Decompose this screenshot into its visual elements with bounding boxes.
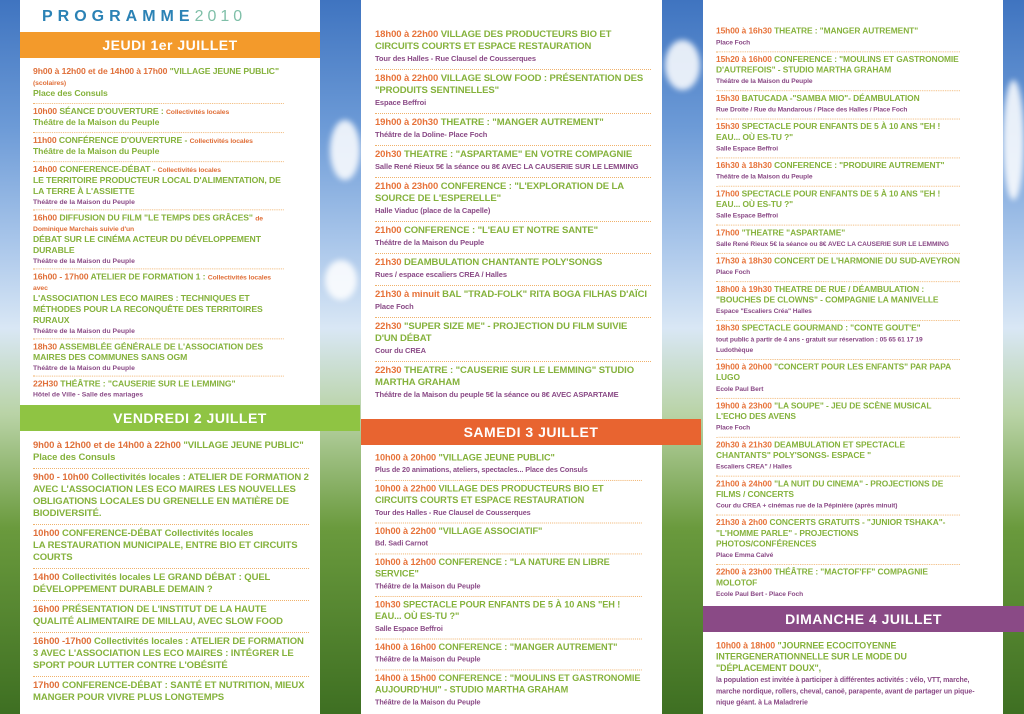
event-item: [716, 515, 960, 565]
event-title: SPECTACLE POUR ENFANTS DE 5 À 10 ANS "EH ! EAU... OÙ ES-TU ?": [716, 189, 941, 210]
event-item: [33, 437, 309, 469]
event-time: 21h00 à 23h00: [375, 181, 439, 192]
event-location: Théâtre de la Maison du Peuple: [33, 256, 135, 265]
event-line: [33, 213, 284, 235]
event-line: [716, 440, 960, 472]
event-location: Escaliers CREA" / Halles: [716, 462, 792, 471]
event-location: Théâtre de la Maison du Peuple: [375, 238, 485, 247]
event-title: "VILLAGE JEUNE PUBLIC": [169, 66, 279, 77]
event-title: Collectivités locales: [61, 572, 151, 583]
event-note: Collectivités locales: [189, 136, 253, 145]
programme-label: PROGRAMME: [42, 8, 195, 25]
event-title: VILLAGE SLOW FOOD : PRÉSENTATION DES "PRODUITS SENTINELLES": [375, 73, 644, 96]
event-line: [375, 453, 642, 476]
event-location: Salle René Rieux 5€ la séance ou 8€ AVEC LA CAUSERIE SUR LE LEMMING: [716, 239, 949, 248]
event-line: [716, 401, 960, 433]
event-time: 14h00 à 16h00: [375, 642, 437, 654]
event-line: [33, 604, 309, 628]
event-line: [375, 557, 642, 592]
event-time: 10h00 à 20h00: [375, 452, 437, 464]
event-time: 18h00 à 19h30: [716, 284, 772, 295]
event-location: Théâtre de la Maison du Peuple: [375, 654, 481, 664]
event-item: [716, 119, 960, 158]
event-location: Salle Espace Beffroi: [716, 144, 778, 153]
event-item: [375, 450, 642, 481]
event-title: ATELIER DE FORMATION 1 :: [90, 272, 206, 283]
event-location: la population est invitée à participer à différentes activités : vélo, VTT, marche, marche nordique, rollers, cheval, canoë, parapente, avant de partager un pique-nique géant. à La Maladrerie: [716, 675, 975, 707]
event-title: THEATRE : "MANGER AUTREMENT": [774, 26, 919, 37]
event-line: [33, 342, 284, 364]
event-item: [33, 269, 284, 339]
event-location: Place Emma Calvé: [716, 550, 774, 559]
event-item: [375, 639, 642, 670]
event-time: 17h30 à 18h30: [716, 256, 772, 267]
event-title: Collectivités locales :: [91, 472, 186, 483]
event-time: 16h00: [33, 213, 58, 224]
event-item: [375, 146, 651, 178]
event-detail: Théâtre de la Maison du Peuple: [33, 117, 160, 128]
event-title: THEATRE : "ASPARTAME" EN VOTRE COMPAGNIE: [403, 149, 633, 160]
event-item: [716, 399, 960, 438]
event-title: "SUPER SIZE ME" - PROJECTION DU FILM SUIVIE D'UN DÉBAT: [375, 321, 628, 344]
event-item: [375, 362, 651, 405]
programme-year: 2010: [194, 8, 247, 25]
event-title: DEAMBULATION CHANTANTE POLY'SONGS: [403, 257, 603, 268]
event-item: [33, 677, 309, 708]
event-title: CONCERTS GRATUITS - "JUNIOR TSHAKA"-"L'HOMME PARLE" - PROJECTIONS PHOTOS/CONFÉRENCES: [716, 518, 946, 550]
event-time: 21h30 à 2h00: [716, 518, 768, 528]
event-location: Théâtre de la Maison du Peuple: [375, 581, 481, 591]
event-line: [375, 117, 651, 141]
event-line: [716, 479, 960, 511]
event-time: 16h00 -17h00: [33, 636, 92, 647]
event-title: PRÉSENTATION DE L'INSTITUT DE LA HAUTE QUALITÉ ALIMENTAIRE DE MILLAU, AVEC SLOW FOOD: [33, 604, 283, 627]
event-line: [375, 225, 651, 249]
friday-events-left: [33, 437, 309, 708]
event-time: 18h30: [716, 323, 740, 334]
event-line: [716, 285, 960, 317]
event-item: [375, 554, 642, 597]
thursday-events: [33, 64, 284, 402]
event-title: CONCERT DE L'HARMONIE DU SUD-AVEYRON: [774, 256, 960, 267]
event-location: Cour du CREA: [375, 346, 426, 355]
event-time: 22h30: [375, 365, 402, 376]
event-title: SÉANCE D'OUVERTURE :: [59, 106, 164, 117]
event-time: 16h00: [33, 604, 60, 615]
event-item: [375, 318, 651, 362]
event-title: THÉÂTRE : "MACTOF'FF" COMPAGNIE MOLOTOF: [716, 567, 928, 588]
event-item: [375, 114, 651, 146]
event-time: 10h00 à 18h00: [716, 640, 776, 652]
event-location: Hôtel de Ville - Salle des mariages: [33, 390, 144, 399]
event-line: [716, 641, 975, 708]
event-line: [716, 324, 960, 356]
event-title: ASSEMBLÉE GÉNÉRALE DE L'ASSOCIATION DES MAIRES DES COMMUNES SANS OGM: [33, 342, 264, 363]
event-line: [33, 440, 309, 452]
event-line: [375, 526, 642, 549]
event-item: [375, 286, 651, 318]
event-line: [375, 149, 651, 173]
event-item: [716, 360, 960, 399]
event-location: Salle Espace Beffroi: [716, 211, 778, 220]
event-item: [716, 158, 960, 186]
event-item: [33, 339, 284, 376]
event-time: 15h00 à 16h30: [716, 26, 772, 37]
event-line: [33, 67, 284, 89]
event-line: [716, 228, 960, 249]
event-line: [375, 365, 651, 401]
event-time: 19h00 à 20h30: [375, 117, 439, 128]
event-time: 14h00 à 15h00: [375, 673, 437, 684]
event-location: Théâtre de la Maison du Peuple: [716, 77, 813, 85]
event-location: tout public à partir de 4 ans - gratuit sur réservation : 05 65 61 17 19 Ludothèque: [716, 335, 923, 354]
event-title: CONFERENCE : "PRODUIRE AUTREMENT": [774, 161, 945, 171]
day-header-saturday: SAMEDI 3 JUILLET: [361, 419, 701, 445]
event-time: 18h30: [33, 342, 58, 353]
event-time: 15h20 à 16h00: [716, 54, 772, 65]
event-note: de Dominique Marchais suivie d'un: [33, 213, 264, 233]
event-line: [33, 165, 284, 176]
event-line: [716, 161, 960, 182]
event-location: Tour des Halles - Rue Clausel de Cousserques: [375, 508, 531, 517]
event-item: [33, 601, 309, 633]
event-title: Collectivités locales :: [94, 636, 189, 647]
event-item: [716, 187, 960, 226]
event-title: VILLAGE DES PRODUCTEURS BIO ET CIRCUITS COURTS ET ESPACE RESTAURATION: [375, 483, 604, 507]
event-line: [33, 680, 309, 704]
event-time: 16h30 à 18h30: [716, 161, 772, 171]
event-title: CONFERENCE : "LA NATURE EN LIBRE SERVICE": [375, 557, 610, 580]
event-title: CONFERENCE-DÉBAT : SANTÉ ET NUTRITION, MIEUX MANGER POUR VIVRE PLUS LONGTEMPS: [33, 680, 305, 703]
event-line: [33, 636, 309, 672]
event-time: 21h00: [375, 225, 402, 236]
event-title: CONFERENCE : "MOULINS ET GASTRONOMIE D'AUTREFOIS" - STUDIO MARTHA GRAHAM: [716, 54, 959, 76]
event-time: 21h30: [375, 257, 402, 268]
event-time: 14h00: [33, 572, 60, 583]
event-item: [375, 254, 651, 286]
event-line: [375, 73, 651, 109]
event-line: [716, 94, 960, 115]
event-title: SPECTACLE POUR ENFANTS DE 5 À 10 ANS "EH ! EAU... OÙ ES-TU ?": [716, 122, 941, 143]
event-title: "LA NUIT DU CINEMA" - PROJECTIONS DE FILMS / CONCERTS: [716, 479, 944, 500]
event-item: [375, 26, 651, 70]
saturday-events-left: [375, 450, 642, 712]
event-line: [33, 107, 284, 118]
event-time: 14h00: [33, 164, 58, 175]
event-time: 20h30 à 21h30: [716, 440, 772, 451]
event-note: LE GRAND DÉBAT : QUEL DÉVELOPPEMENT DURABLE DEMAIN ?: [33, 572, 271, 595]
day-header-thursday: JEUDI 1er JUILLET: [20, 32, 320, 58]
event-location: Salle René Rieux 5€ la séance ou 8€ AVEC LA CAUSERIE SUR LE LEMMING: [375, 162, 639, 171]
event-time: 22H30: [33, 379, 58, 390]
event-item: [375, 222, 651, 254]
event-title: BATUCADA -"SAMBA MIO"- DÉAMBULATION: [741, 93, 920, 104]
event-note: (scolaires): [33, 78, 67, 87]
event-time: 15h30: [716, 122, 740, 132]
event-time: 19h00 à 23h00: [716, 401, 772, 412]
event-line: [33, 379, 284, 390]
event-line: [375, 642, 642, 665]
event-item: [375, 523, 642, 554]
event-location: Théâtre de la Doline- Place Foch: [375, 130, 488, 139]
event-item: [716, 638, 975, 712]
event-item: [33, 133, 284, 162]
event-line: [33, 528, 309, 540]
friday-events-right: [375, 26, 651, 405]
event-item: [716, 52, 960, 91]
event-location: Rues / espace escaliers CREA / Halles: [375, 270, 507, 279]
event-line: [33, 472, 309, 520]
event-title: "THEATRE "ASPARTAME": [741, 228, 846, 238]
event-note: Collectivités locales avec: [33, 272, 271, 293]
event-line: [375, 673, 642, 708]
event-item: [716, 565, 960, 603]
event-detail: LE TERRITOIRE PRODUCTEUR LOCAL D'ALIMENTATION, DE LA TERRE À L'ASSIETTE: [33, 175, 281, 197]
event-item: [33, 469, 309, 525]
event-title: THEATRE DE RUE / DÉAMBULATION : "BOUCHES DE CLOWNS" - COMPAGNIE LA MANIVELLE: [716, 284, 939, 306]
event-line: [375, 321, 651, 357]
event-item: [375, 481, 642, 524]
event-time: 9h00 à 12h00 et de 14h00 à 17h00: [33, 66, 168, 77]
event-item: [716, 282, 960, 321]
event-location: Théâtre de la Maison du Peuple: [33, 363, 135, 373]
event-location: Théâtre de la Maison du peuple 5€ la séance ou 8€ AVEC ASPARTAME: [375, 390, 619, 399]
event-location: Plus de 20 animations, ateliers, spectacles... Place des Consuls: [375, 465, 588, 475]
event-line: [375, 484, 642, 519]
event-title: SPECTACLE GOURMAND : "CONTE GOUT'E": [741, 323, 921, 334]
event-location: Rue Droite / Rue du Mandarous / Place des Halles / Place Foch: [716, 105, 908, 114]
event-title: CONFERENCE : "L'EAU ET NOTRE SANTE": [403, 225, 599, 236]
event-note: Collectivités locales: [164, 528, 254, 539]
event-detail: LA RESTAURATION MUNICIPALE, ENTRE BIO ET CIRCUITS COURTS: [33, 540, 298, 563]
event-item: [33, 377, 284, 402]
event-time: 11h00: [33, 135, 57, 146]
programme-title: [20, 0, 320, 32]
event-title: DIFFUSION DU FILM "LE TEMPS DES GRÂCES": [59, 213, 253, 224]
event-location: Bd. Sadi Carnot: [375, 538, 428, 548]
event-location: Place Foch: [716, 38, 751, 47]
event-line: [716, 256, 960, 277]
event-detail: DÉBAT SUR LE CINÉMA ACTEUR DU DÉVELOPPEMENT DURABLE: [33, 234, 261, 256]
event-title: "VILLAGE JEUNE PUBLIC": [438, 452, 555, 464]
event-title: CONFÉRENCE D'OUVERTURE -: [58, 135, 188, 146]
event-location: Cour du CREA + cinémas rue de la Pépinière (après minuit): [716, 501, 898, 510]
event-title: "VILLAGE JEUNE PUBLIC": [183, 440, 304, 451]
event-item: [716, 254, 960, 282]
event-time: 10h00 à 22h00: [375, 526, 437, 538]
event-title: "CONCERT POUR LES ENFANTS" PAR PAPA LUGO: [716, 362, 951, 383]
event-item: [716, 24, 960, 52]
event-line: [33, 572, 309, 596]
event-item: [716, 477, 960, 516]
event-time: 9h00 à 12h00 et de 14h00 à 22h00: [33, 440, 181, 451]
event-location: Tour des Halles - Rue Clausel de Cousserques: [375, 54, 536, 63]
event-location: Ecole Paul Bert: [716, 384, 764, 393]
event-line: [716, 363, 960, 395]
event-item: [716, 438, 960, 477]
event-location: Théâtre de la Maison du Peuple: [375, 697, 481, 707]
event-line: [375, 181, 651, 217]
event-item: [33, 633, 309, 677]
event-time: 22h00 à 23h00: [716, 567, 772, 578]
event-title: "JOURNEE ECOCITOYENNE INTERGENERATIONNELLE SUR LE MODE DU "DÉPLACEMENT DOUX",: [716, 640, 907, 674]
event-item: [33, 162, 284, 210]
event-time: 15h30: [716, 93, 740, 104]
event-line: [375, 257, 651, 281]
event-line: [33, 136, 284, 147]
event-note: ATELIER DE FORMATION 2 AVEC L'ASSOCIATION LES ECO MAIRES LES NOUVELLES OBLIGATIONS LOCALES DU GRENELLE EN MATIÈRE DE BIODIVERSITÉ.: [33, 472, 309, 519]
event-item: [33, 104, 284, 133]
event-line: [716, 568, 960, 600]
event-time: 10h00 à 22h00: [375, 483, 437, 495]
event-title: CONFERENCE-DÉBAT -: [59, 164, 156, 175]
event-line: [33, 272, 284, 294]
event-location: Place Foch: [716, 267, 751, 276]
event-detail: Place des Consuls: [33, 88, 108, 99]
event-item: [716, 226, 960, 254]
event-time: 10h00: [33, 528, 60, 539]
event-line: [716, 518, 960, 560]
event-time: 20h30: [375, 149, 402, 160]
sunday-events: [716, 638, 975, 712]
event-item: [375, 670, 642, 712]
event-time: 17h00: [33, 680, 60, 691]
day-header-friday: VENDREDI 2 JUILLET: [20, 405, 360, 431]
event-time: 21h30 à minuit: [375, 289, 440, 300]
event-note: Collectivités locales: [165, 107, 230, 116]
event-detail: Théâtre de la Maison du Peuple: [33, 146, 160, 157]
event-time: 16h00 - 17h00: [33, 272, 89, 283]
event-location: Théâtre de la Maison du Peuple: [33, 197, 135, 206]
event-line: [716, 189, 960, 221]
event-time: 22h30: [375, 321, 402, 332]
event-title: THEATRE : "CAUSERIE SUR LE LEMMING" STUDIO MARTHA GRAHAM: [375, 365, 634, 388]
event-line: [716, 27, 960, 48]
event-item: [375, 597, 642, 640]
event-location: Halle Viaduc (place de la Capelle): [375, 206, 491, 215]
event-time: 17h00: [716, 189, 740, 200]
event-time: 9h00 - 10h00: [33, 472, 89, 483]
event-title: DEAMBULATION ET SPECTACLE CHANTANTS" POLY'SONGS- ESPACE ": [716, 440, 905, 461]
event-location: Espace "Escaliers Créa" Halles: [716, 306, 812, 315]
event-location: Théâtre de la Maison du Peuple: [716, 172, 813, 181]
event-title: BAL "TRAD-FOLK" RITA BOGA FILHAS D'AÏCI: [442, 289, 647, 300]
event-location: Salle Espace Beffroi: [375, 624, 443, 633]
event-detail: Place des Consuls: [33, 452, 116, 463]
event-item: [716, 91, 960, 119]
event-time: 10h30: [375, 599, 401, 611]
day-header-sunday: DIMANCHE 4 JUILLET: [703, 606, 1024, 632]
event-item: [33, 525, 309, 569]
event-time: 19h00 à 20h00: [716, 362, 772, 373]
event-line: [716, 122, 960, 154]
event-item: [33, 569, 309, 601]
event-location: Espace Beffroi: [375, 98, 427, 107]
event-line: [716, 55, 960, 87]
event-item: [375, 70, 651, 114]
event-title: "LA SOUPE" - JEU DE SCÈNE MUSICAL L'ECHO DES AVENS: [716, 401, 932, 422]
event-time: 18h00 à 22h00: [375, 73, 439, 84]
event-detail: L'ASSOCIATION LES ECO MAIRES : TECHNIQUES ET MÉTHODES POUR LA RECONQUÊTE DES TERRITOIRES RURAUX: [33, 293, 263, 326]
event-time: 10h00: [33, 106, 58, 117]
event-time: 17h00: [716, 228, 740, 238]
event-line: [375, 29, 651, 65]
event-item: [375, 178, 651, 222]
event-title: "VILLAGE ASSOCIATIF": [438, 526, 543, 538]
event-time: 10h00 à 12h00: [375, 557, 437, 568]
event-title: THÉÂTRE : "CAUSERIE SUR LE LEMMING": [60, 379, 236, 390]
event-time: 18h00 à 22h00: [375, 29, 439, 40]
event-title: CONFERENCE : "MOULINS ET GASTRONOMIE AUJOURD'HUI" - STUDIO MARTHA GRAHAM: [375, 673, 641, 696]
event-time: 21h00 à 24h00: [716, 479, 772, 489]
event-item: [33, 64, 284, 104]
event-title: CONFERENCE : "L'EXPLORATION DE LA SOURCE DE L'ESPERELLE": [375, 181, 624, 204]
event-title: SPECTACLE POUR ENFANTS DE 5 À 10 ANS "EH ! EAU... OÙ ES-TU ?": [375, 599, 621, 623]
event-location: Ecole Paul Bert - Place Foch: [716, 589, 804, 598]
event-location: Place Foch: [375, 302, 414, 311]
event-title: THEATRE : "MANGER AUTREMENT": [440, 117, 604, 128]
event-line: [375, 600, 642, 635]
event-title: VILLAGE DES PRODUCTEURS BIO ET CIRCUITS COURTS ET ESPACE RESTAURATION: [375, 29, 612, 52]
event-note: Collectivités locales: [157, 165, 221, 174]
event-line: [375, 289, 651, 313]
saturday-events-right: [716, 24, 960, 603]
event-location: Théâtre de la Maison du Peuple: [33, 326, 135, 335]
event-title: CONFERENCE : "MANGER AUTREMENT": [438, 642, 618, 654]
event-item: [716, 321, 960, 360]
event-title: CONFERENCE-DÉBAT: [61, 528, 163, 539]
event-location: Place Foch: [716, 423, 751, 432]
event-note: ATELIER DE FORMATION 3 AVEC L'ASSOCIATION LES ECO MAIRES : INTÉGRER LE SPORT POUR LUTTER CONTRE L'OBÉSITÉ: [33, 636, 304, 671]
event-item: [33, 210, 284, 269]
